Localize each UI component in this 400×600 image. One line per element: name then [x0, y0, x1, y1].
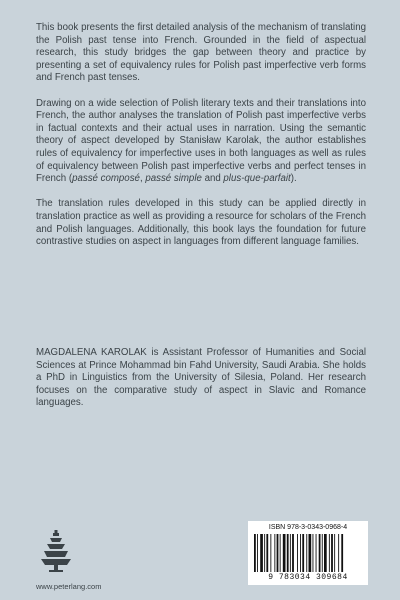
separator: ,: [139, 173, 146, 185]
blurb-paragraph-3: The translation rules developed in this study can be applied directly in translation practice as well as providing a resource for scholars of the French and Polish languages. Additionally, this book lays the foundation for future contrastive studies on aspect in languages from different language families.: [36, 198, 366, 248]
separator: and: [201, 173, 224, 185]
term-plus-que-parfait: plus-que-parfait: [223, 173, 291, 185]
isbn-barcode: [248, 521, 368, 585]
peter-lang-tree-icon: [36, 528, 76, 574]
back-cover-blurb: [36, 22, 366, 261]
term-passe-simple: passé simple: [145, 173, 202, 185]
blurb-paragraph-2-text: Drawing on a wide selection of Polish literary texts and their translations into French, the author analyses the translation of Polish past imperfective verbs in factual contexts and their actual uses in narration. Using the semantic theory of aspect developed by Stanisław Karolak, the author establishes rules of equivalency for imperfective uses in both languages as well as rules of equivalency between Polish past imperfective verbs and perfect tenses in French (: [36, 97, 366, 185]
isbn-label: ISBN 978-3-0343-0968-4: [268, 524, 348, 531]
author-bio: MAGDALENA KAROLAK is Assistant Professor of Humanities and Social Sciences at Prince Mohammad bin Fahd University, Saudi Arabia. She holds a PhD in Linguistics from the University of Silesia, Poland. Her research focuses on the comparative study of aspect in Slavic and Romance languages.: [36, 347, 366, 409]
barcode-bars: [254, 534, 362, 572]
blurb-paragraph-2: [36, 98, 366, 186]
barcode-digits: 9 783034 309684: [268, 573, 348, 582]
paragraph-end: ).: [290, 173, 297, 185]
term-passe-compose: passé composé: [72, 173, 140, 185]
publisher-url[interactable]: www.peterlang.com: [36, 582, 102, 591]
blurb-paragraph-1: This book presents the first detailed analysis of the mechanism of translating the Polish past tense into French. Grounded in the field of aspectual research, this study bridges the gap between theory and practice by presenting a set of equivalency rules for Polish past imperfective verb forms and French past tenses.: [36, 22, 366, 84]
